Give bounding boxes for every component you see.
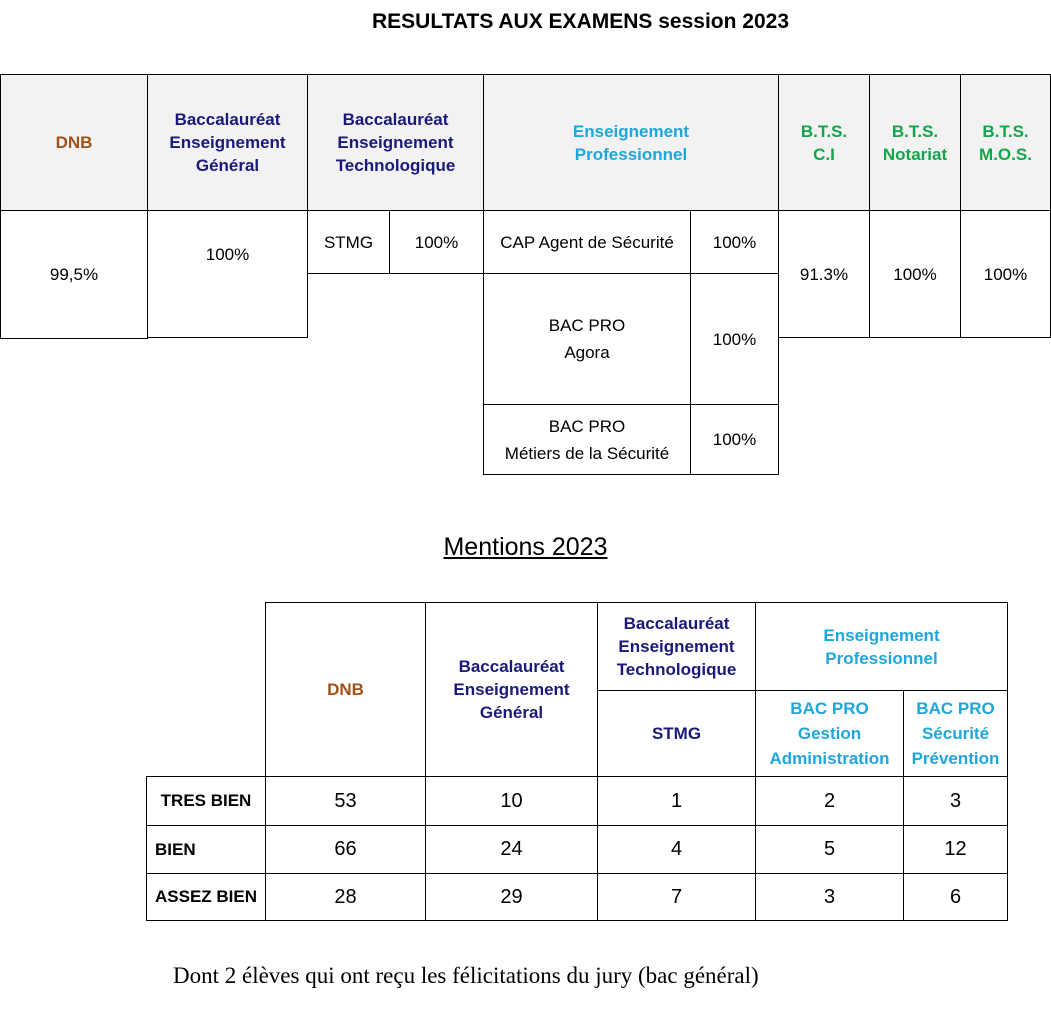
results-stmg-value: 100% — [389, 210, 484, 274]
mentions-cell: 5 — [755, 825, 904, 874]
results-pro-value-2: 100% — [690, 273, 779, 405]
mentions-header-ens-pro: Enseignement Professionnel — [755, 602, 1008, 691]
mentions-cell: 3 — [755, 873, 904, 921]
results-stmg-label: STMG — [307, 210, 390, 274]
mentions-header-stmg: STMG — [597, 690, 756, 777]
results-pro-label-2: BAC PRO Agora — [483, 273, 691, 405]
mentions-title: Mentions 2023 — [443, 533, 608, 561]
mentions-cell: 7 — [597, 873, 756, 921]
page-title: RESULTATS AUX EXAMENS session 2023 — [372, 10, 789, 33]
results-bac-gen-value — [147, 210, 308, 338]
results-dnb-value: 99,5% — [0, 210, 148, 339]
results-bts-mos-value: 100% — [960, 210, 1051, 338]
mentions-cell: 12 — [903, 825, 1008, 874]
mentions-cell: 28 — [265, 873, 426, 921]
results-header-bts-notariat: B.T.S. Notariat — [869, 74, 961, 211]
results-header-bts-mos: B.T.S. M.O.S. — [960, 74, 1051, 211]
mentions-row-label: BIEN — [146, 825, 266, 874]
mentions-header-dnb: DNB — [265, 602, 426, 777]
mentions-cell: 4 — [597, 825, 756, 874]
mentions-header-bacpro-sp: BAC PRO Sécurité Prévention — [903, 690, 1008, 777]
mentions-header-bac-gen: Baccalauréat Enseignement Général — [425, 602, 598, 777]
results-pro-value-3: 100% — [690, 404, 779, 475]
mentions-header-bac-tech: Baccalauréat Enseignement Technologique — [597, 602, 756, 691]
mentions-cell: 10 — [425, 776, 598, 826]
mentions-cell: 1 — [597, 776, 756, 826]
mentions-row-label: TRES BIEN — [146, 776, 266, 826]
mentions-header-bacpro-ga: BAC PRO Gestion Administration — [755, 690, 904, 777]
results-pro-value-1: 100% — [690, 210, 779, 274]
results-header-ens-pro: Enseignement Professionnel — [483, 74, 779, 211]
results-bac-gen-text: 100% — [205, 245, 250, 264]
results-header-dnb: DNB — [0, 74, 148, 211]
results-header-bac-gen: Baccalauréat Enseignement Général — [147, 74, 308, 211]
mentions-cell: 29 — [425, 873, 598, 921]
mentions-cell: 66 — [265, 825, 426, 874]
mentions-cell: 6 — [903, 873, 1008, 921]
footnote: Dont 2 élèves qui ont reçu les félicitations du jury (bac général) — [173, 963, 759, 988]
mentions-cell: 3 — [903, 776, 1008, 826]
results-pro-label-3: BAC PRO Métiers de la Sécurité — [483, 404, 691, 475]
results-header-bts-ci: B.T.S. C.I — [778, 74, 870, 211]
results-pro-label-1: CAP Agent de Sécurité — [483, 210, 691, 274]
mentions-cell: 2 — [755, 776, 904, 826]
mentions-cell: 24 — [425, 825, 598, 874]
results-bts-notariat-value: 100% — [869, 210, 961, 338]
mentions-cell: 53 — [265, 776, 426, 826]
results-bts-ci-value: 91.3% — [778, 210, 870, 338]
results-header-bac-tech: Baccalauréat Enseignement Technologique — [307, 74, 484, 211]
mentions-row-label: ASSEZ BIEN — [146, 873, 266, 921]
